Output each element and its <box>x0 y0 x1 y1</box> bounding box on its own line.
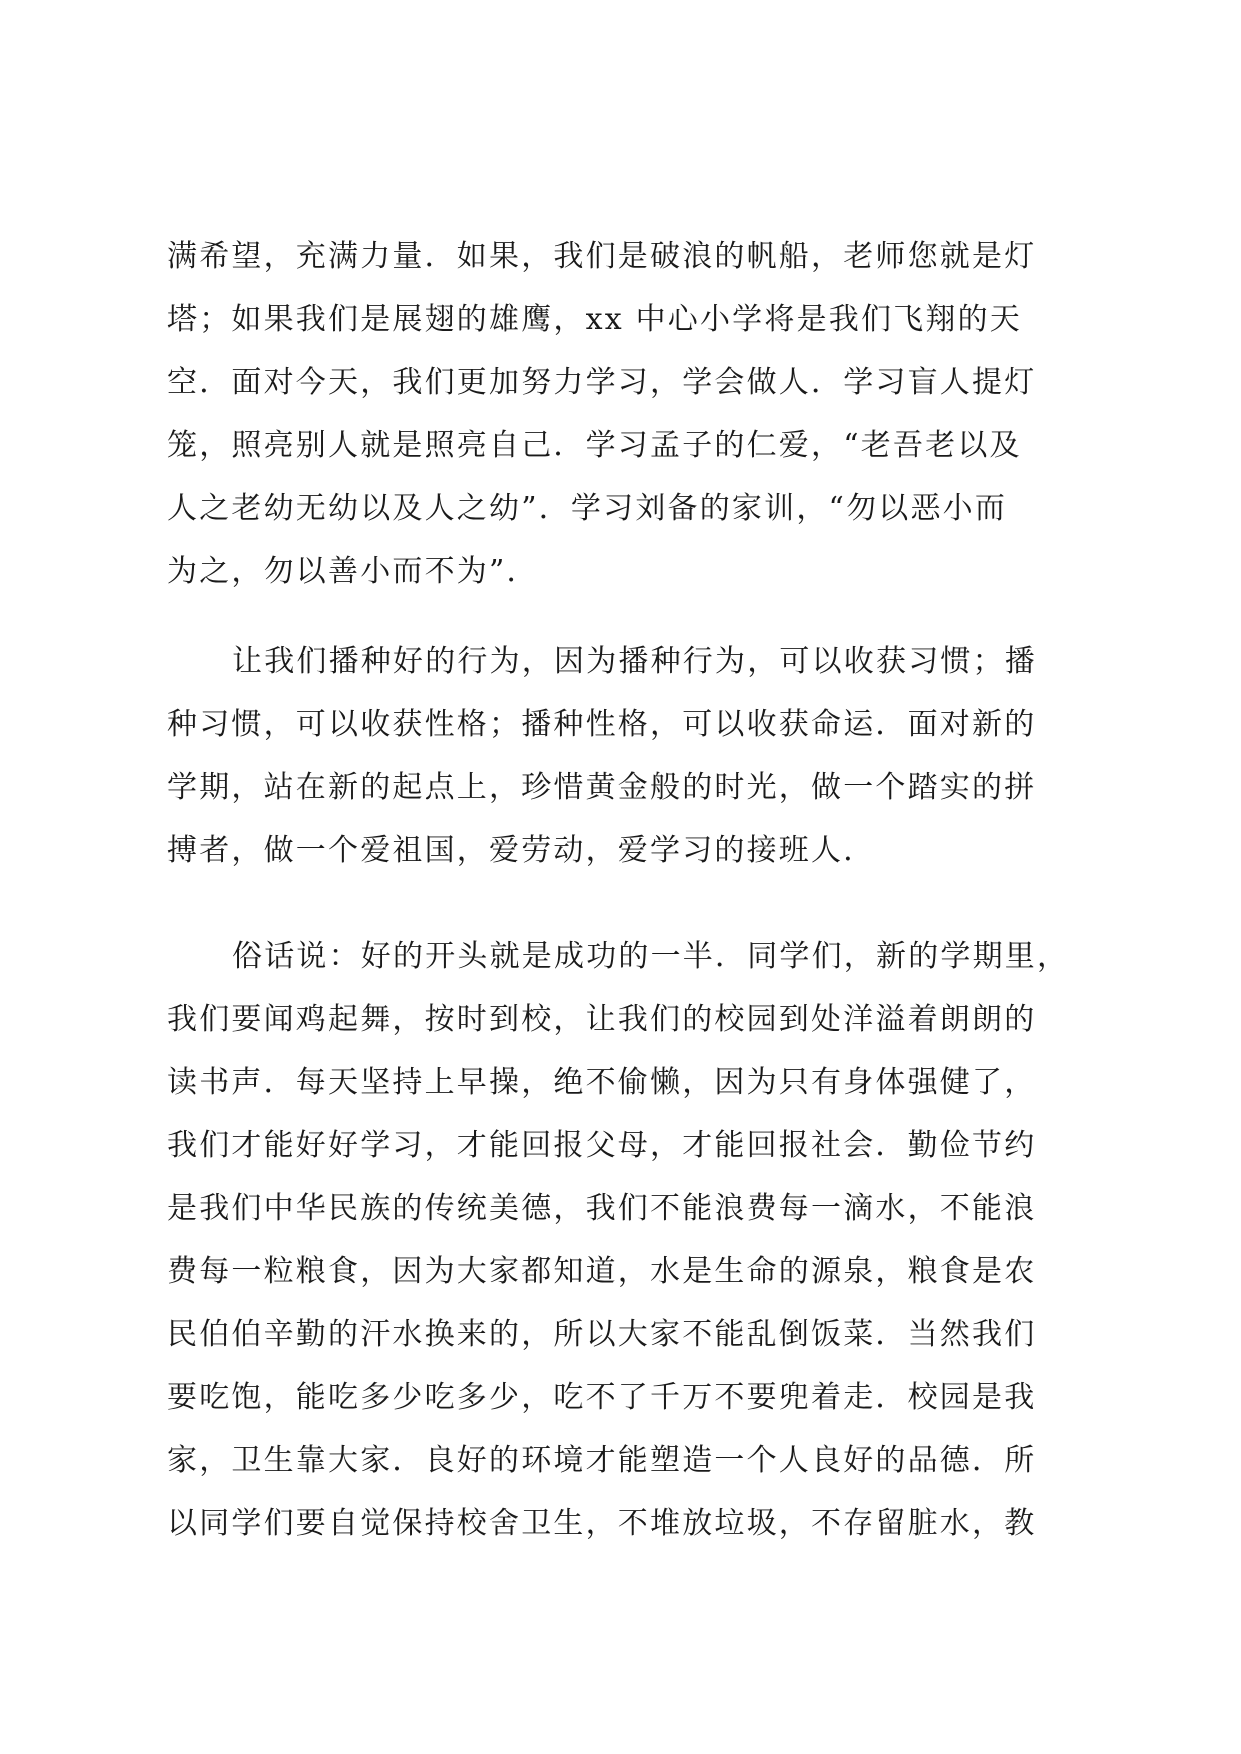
text-line: 人之老幼无幼以及人之幼”．学习刘备的家训，“勿以恶小而 <box>167 491 1008 526</box>
text-line: 我们才能好好学习，才能回报父母，才能回报社会．勤俭节约 <box>167 1128 1037 1163</box>
text-line: 费每一粒粮食，因为大家都知道，水是生命的源泉，粮食是农 <box>167 1254 1037 1289</box>
text-line: 是我们中华民族的传统美德，我们不能浪费每一滴水，不能浪 <box>167 1191 1037 1226</box>
text-line: 以同学们要自觉保持校舍卫生，不堆放垃圾，不存留脏水，教 <box>167 1506 1037 1541</box>
text-line: 搏者，做一个爱祖国，爱劳动，爱学习的接班人． <box>167 833 876 868</box>
paragraph-3 <box>167 925 1070 1555</box>
paragraph-1 <box>167 225 1067 603</box>
text-line: 我们要闻鸡起舞，按时到校，让我们的校园到处洋溢着朗朗的 <box>167 1002 1037 1037</box>
text-line: 笼，照亮别人就是照亮自己．学习孟子的仁爱，“老吾老以及 <box>167 428 1022 463</box>
text-line: 读书声．每天坚持上早操，绝不偷懒，因为只有身体强健了， <box>167 1065 1037 1100</box>
text-line: 为之，勿以善小而不为”． <box>167 554 539 589</box>
text-line: 俗话说：好的开头就是成功的一半．同学们，新的学期里， <box>232 939 1070 974</box>
text-line: 让我们播种好的行为，因为播种行为，可以收获习惯；播 <box>232 644 1037 679</box>
paragraph-2 <box>167 630 1067 882</box>
text-line: 家，卫生靠大家．良好的环境才能塑造一个人良好的品德．所 <box>167 1443 1037 1478</box>
text-line: 要吃饱，能吃多少吃多少，吃不了千万不要兜着走．校园是我 <box>167 1380 1037 1415</box>
text-line: 塔；如果我们是展翅的雄鹰，xx 中心小学将是我们飞翔的天 <box>167 302 1022 337</box>
text-line: 民伯伯辛勤的汗水换来的，所以大家不能乱倒饭菜．当然我们 <box>167 1317 1037 1352</box>
text-line: 学期，站在新的起点上，珍惜黄金般的时光，做一个踏实的拼 <box>167 770 1037 805</box>
text-line: 满希望，充满力量．如果，我们是破浪的帆船，老师您就是灯 <box>167 239 1037 274</box>
text-line: 空．面对今天，我们更加努力学习，学会做人．学习盲人提灯 <box>167 365 1037 400</box>
text-line: 种习惯，可以收获性格；播种性格，可以收获命运．面对新的 <box>167 707 1037 742</box>
